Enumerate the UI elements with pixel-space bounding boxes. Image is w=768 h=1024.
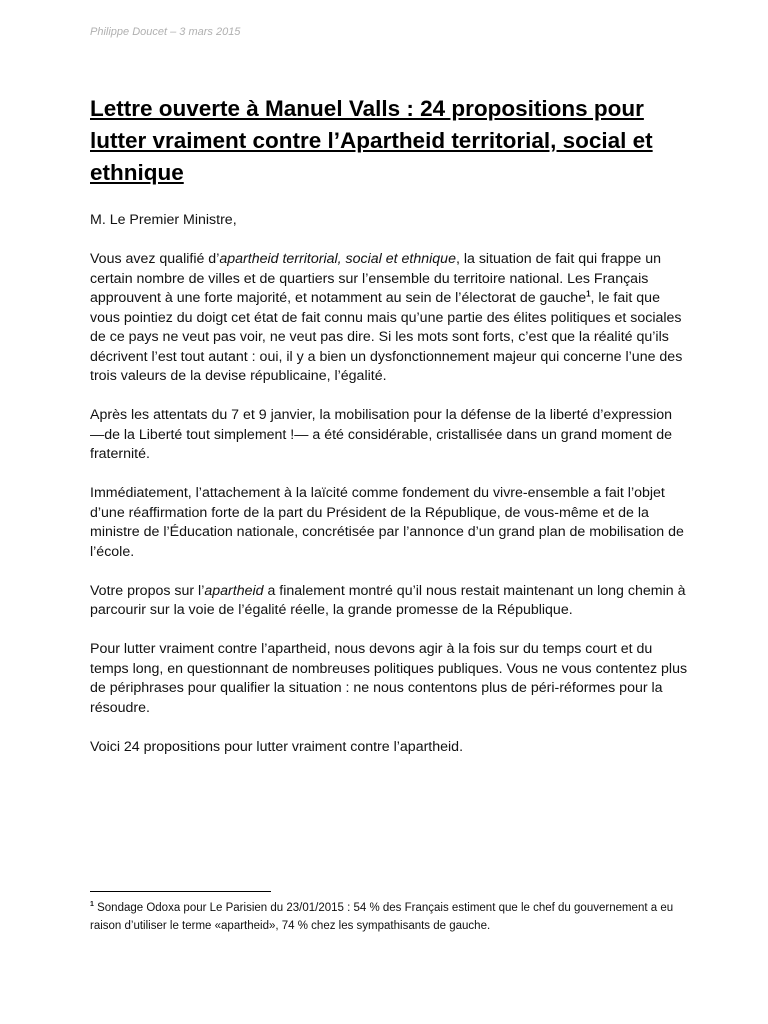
paragraph-4 — [90, 582, 690, 621]
document-title: Lettre ouverte à Manuel Valls : 24 propositions pour lutter vraiment contre l’Apartheid territorial, social et ethnique — [90, 96, 653, 185]
footnote-text: Sondage Odoxa pour Le Parisien du 23/01/2015 : 54 % des Français estiment que le chef du gouvernement a eu raison d’utiliser le terme «apartheid», 74 % chez les sympathisants de gauche. — [90, 902, 674, 932]
letter-body — [90, 211, 690, 777]
paragraph-4-text-b: a finalement montré qu’il nous restait maintenant un long chemin à parcourir sur la voie de l’égalité réelle, la grande promesse de la République. — [90, 582, 686, 618]
paragraph-4-text-a: Votre propos sur l’ — [90, 582, 205, 599]
paragraph-1-text-b: , la situation de fait qui frappe un certain nombre de villes et de quartiers sur l’ensemble du territoire national. Les Français approuvent à une forte majorité, et notamment au sein de l’électorat de gauche — [90, 251, 662, 306]
footnote-reference: 1 — [586, 289, 591, 299]
footnote — [90, 900, 690, 935]
paragraph-1-text-a: Vous avez qualifié d’ — [90, 251, 220, 267]
paragraph-1-text-c: , le fait que vous pointiez du doigt cet état de fait connu mais qu’une partie des élites politiques et sociales de ce pays ne veut pas voir, ne veut pas dire. Si les mots sont forts, c’est que la réalité qu’ils décrivent l’est tout autant : oui, il y a bien un dysfonctionnement majeur qui concerne l’une des trois valeurs de la devise républicaine, l’égalité. — [90, 290, 683, 384]
paragraph-6: Voici 24 propositions pour lutter vraiment contre l’apartheid. — [90, 738, 464, 755]
paragraph-4-emphasis: apartheid — [204, 582, 264, 599]
author-date-header: Philippe Doucet – 3 mars 2015 — [90, 26, 241, 38]
paragraph-1 — [90, 250, 690, 387]
paragraph-1-emphasis: apartheid territorial, social et ethnique — [219, 251, 456, 267]
footnote-number: 1 — [90, 901, 94, 909]
salutation: M. Le Premier Ministre, — [90, 212, 237, 228]
footnote-separator — [90, 891, 271, 892]
paragraph-2: Après les attentats du 7 et 9 janvier, la mobilisation pour la défense de la liberté d’expression —de la Liberté tout simplement !— a été considérable, cristallisée dans un grand moment de fraternité. — [90, 407, 673, 462]
paragraph-3: Immédiatement, l’attachement à la laïcité comme fondement du vivre-ensemble a fait l’objet d’une réaffirmation forte de la part du Président de la République, de vous-même et de la ministre de l’Éducation nationale, concrétisée par l’annonce d’un grand plan de mobilisation de l’école. — [90, 485, 684, 560]
paragraph-5: Pour lutter vraiment contre l’apartheid, nous devons agir à la fois sur du temps court et du temps long, en questionnant de nombreuses politiques publiques. Vous ne vous contentez plus de périphrases pour qualifier la situation : ne nous contentons plus de péri-réformes pour la résoudre. — [90, 641, 688, 716]
